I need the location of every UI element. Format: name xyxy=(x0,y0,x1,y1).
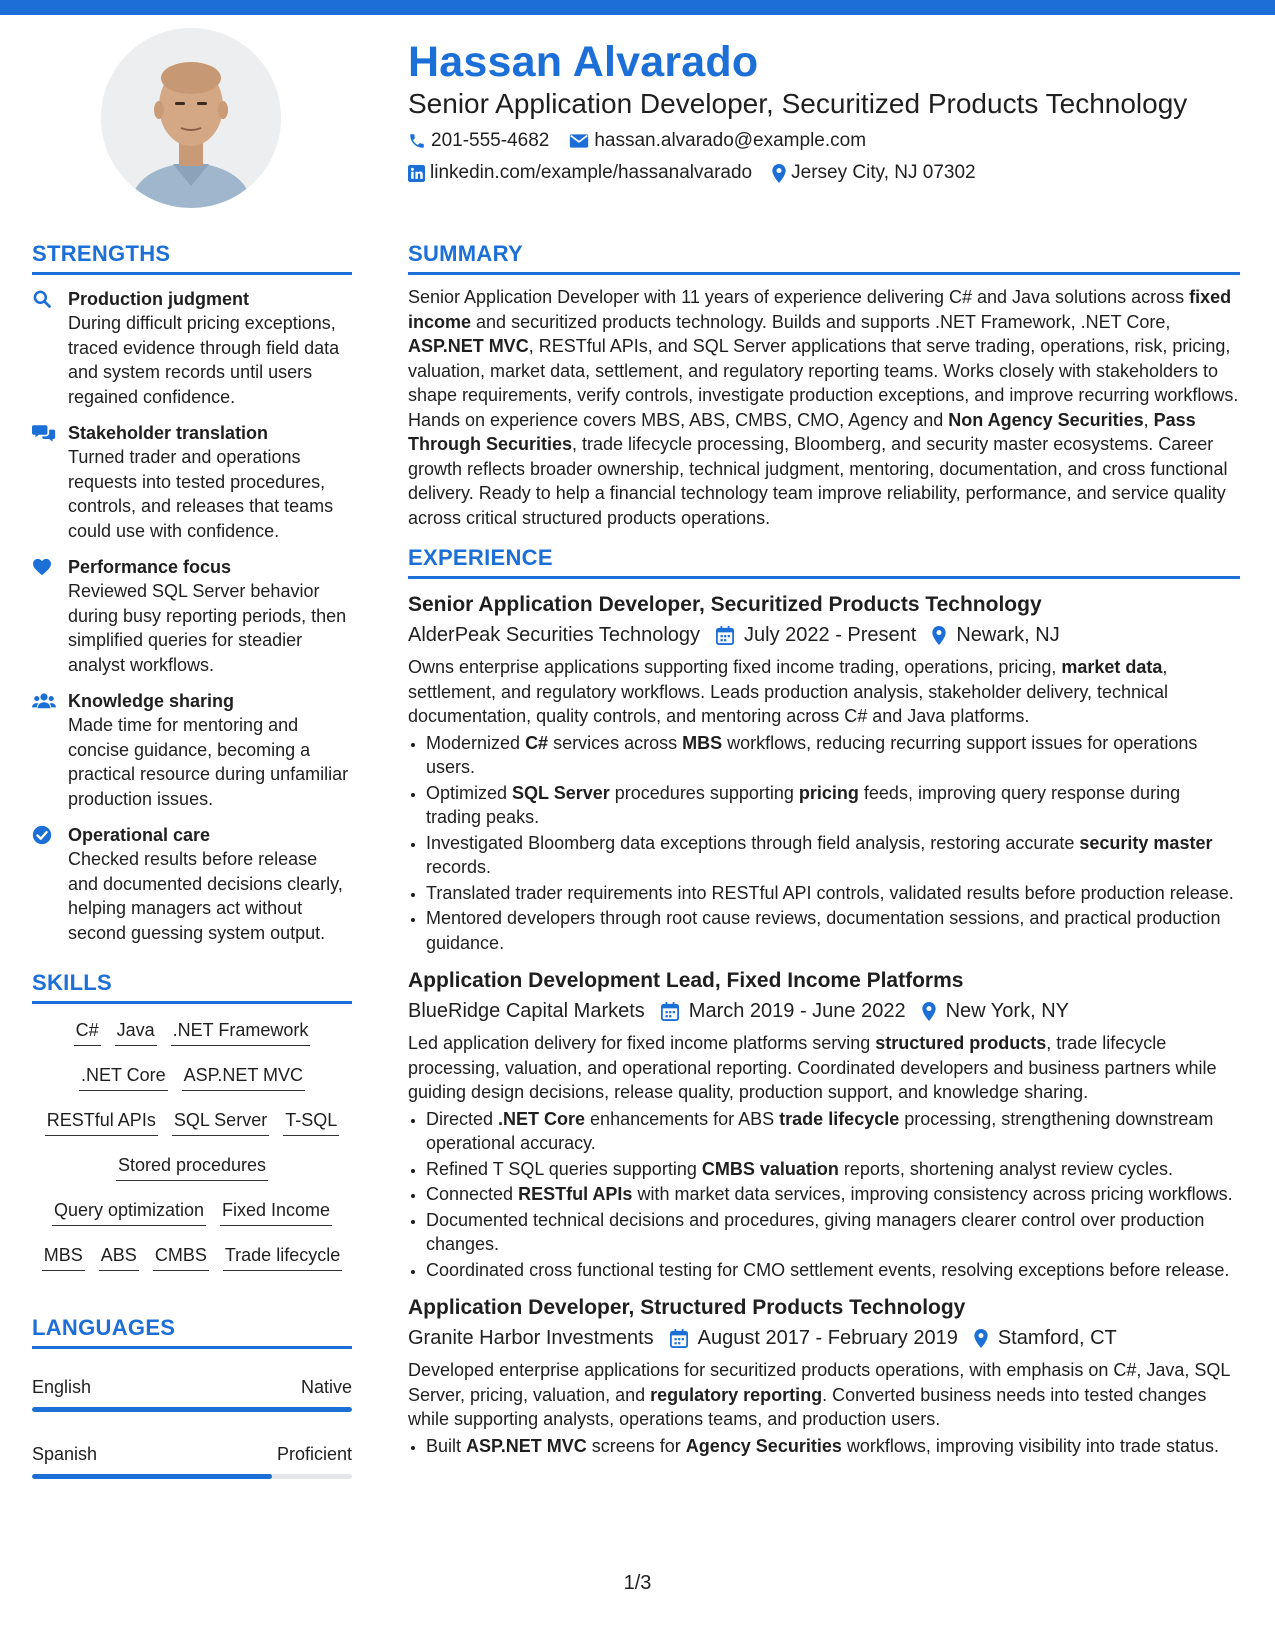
skill-tag: Fixed Income xyxy=(220,1198,332,1226)
language-bar xyxy=(32,1407,352,1412)
job-bullet: • Optimized SQL Server procedures supporting pricing feeds, improving query response during trading peaks. xyxy=(426,781,1240,830)
job-company: BlueRidge Capital Markets xyxy=(408,1000,645,1022)
job-meta xyxy=(408,1324,1240,1352)
language-name: English xyxy=(32,1377,92,1397)
strength-title: Knowledge sharing xyxy=(68,691,235,711)
skill-tag: CMBS xyxy=(153,1243,209,1271)
strength-item xyxy=(32,287,352,409)
language-item xyxy=(32,1442,352,1479)
skill-row xyxy=(32,1243,352,1288)
language-level: Native xyxy=(300,1377,352,1397)
summary-text: Senior Application Developer with 11 years of experience delivering C# and Java solutions across fixed income and securitized products technology. Builds and supports .NET Framework, .NET Core, ASP.NET MVC, RESTful APIs, and SQL Server applications that serve trading, operations, risk, pricing, valuation, market data, settlement, and regulatory reporting teams. Works closely with stakeholders to shape requirements, verify controls, investigate production exceptions, and improve recurring workflows. Hands on experience covers MBS, ABS, CMBS, CMO, Agency and Non Agency Securities, Pass Through Securities, trade lifecycle processing, Bloomberg, and security master ecosystems. Career growth reflects broader ownership, technical judgment, mentoring, documentation, and cross functional delivery. Ready to help a financial technology team improve reliability, performance, and service quality across critical structured products operations. xyxy=(408,287,1239,528)
job-bullet: • Directed .NET Core enhancements for ABS trade lifecycle processing, strengthening downstream operational accuracy. xyxy=(426,1107,1240,1156)
job-title: Application Developer, Structured Products Technology xyxy=(408,1296,966,1319)
phone-icon xyxy=(408,132,426,150)
page-footer xyxy=(0,1572,1275,1595)
strength-title: Stakeholder translation xyxy=(68,423,269,443)
job-entry xyxy=(408,1294,1240,1458)
job-dates: August 2017 - February 2019 xyxy=(697,1327,958,1349)
job-meta xyxy=(408,997,1240,1025)
map-pin-icon xyxy=(974,1329,988,1348)
heart-icon xyxy=(32,558,52,576)
job-company: Granite Harbor Investments xyxy=(408,1327,654,1349)
strength-title: Operational care xyxy=(68,825,211,845)
profile-photo-illustration xyxy=(101,28,281,208)
skill-row xyxy=(32,1198,352,1243)
linkedin-text: linkedin.com/example/hassanalvarado xyxy=(430,162,753,184)
language-bar-fill xyxy=(32,1407,352,1412)
strength-item xyxy=(32,421,352,543)
contact-location xyxy=(772,161,975,185)
job-location-wrap xyxy=(932,621,1059,649)
top-accent-bar xyxy=(0,0,1275,15)
phone-text: 201-555-4682 xyxy=(431,130,550,152)
skill-row xyxy=(32,1153,352,1198)
users-icon xyxy=(32,692,56,710)
skill-tag: Query optimization xyxy=(52,1198,206,1226)
resume-header xyxy=(408,38,1248,185)
job-dates-wrap xyxy=(661,997,906,1025)
strength-desc: During difficult pricing exceptions, traced evidence through field data and system records until users regained confidence. xyxy=(68,313,340,407)
languages-heading: LANGUAGES xyxy=(32,1314,352,1349)
language-bar xyxy=(32,1474,352,1479)
contact-row-2 xyxy=(408,161,1248,185)
strength-item xyxy=(32,689,352,811)
profile-photo xyxy=(101,28,281,208)
job-title: Application Development Lead, Fixed Income Platforms xyxy=(408,969,964,992)
language-name: Spanish xyxy=(32,1444,98,1464)
job-bullet: • Mentored developers through root cause reviews, documentation sessions, and practical production guidance. xyxy=(426,906,1240,955)
skill-tag: ABS xyxy=(99,1243,139,1271)
job-description: Developed enterprise applications for securitized products operations, with emphasis on C#, Java, SQL Server, pricing, valuation, and regulatory reporting. Converted business needs into tested changes while supporting analysts, operations teams, and production users. xyxy=(408,1360,1230,1429)
job-description: Owns enterprise applications supporting fixed income trading, operations, pricing, market data, settlement, and regulatory workflows. Leads production analysis, stakeholder delivery, technical documentation, quality controls, and mentoring across C# and Java platforms. xyxy=(408,657,1169,726)
job-description: Led application delivery for fixed income platforms serving structured products, trade lifecycle processing, valuation, and operational reporting. Coordinated developers and business partners while guiding design decisions, release quality, production support, and knowledge sharing. xyxy=(408,1033,1217,1102)
strengths-heading: STRENGTHS xyxy=(32,240,352,275)
strength-desc: Turned trader and operations requests into tested procedures, controls, and releases that teams could use with confidence. xyxy=(68,447,334,541)
job-bullet: • Documented technical decisions and procedures, giving managers clearer control over production changes. xyxy=(426,1208,1240,1257)
job-bullet: • Translated trader requirements into RESTful API controls, validated results before production release. xyxy=(426,881,1240,906)
skill-tag: ASP.NET MVC xyxy=(182,1063,305,1091)
language-item xyxy=(32,1375,352,1412)
strength-item xyxy=(32,555,352,677)
candidate-name: Hassan Alvarado xyxy=(408,38,759,86)
language-level: Proficient xyxy=(276,1444,352,1464)
contact-row-1 xyxy=(408,129,1248,153)
left-column xyxy=(32,240,352,1479)
contact-email[interactable] xyxy=(569,129,866,153)
job-location: New York, NY xyxy=(945,1000,1069,1022)
job-entry xyxy=(408,967,1240,1282)
language-bar-fill xyxy=(32,1474,272,1479)
strength-title: Production judgment xyxy=(68,289,249,309)
contact-phone[interactable] xyxy=(408,129,549,153)
job-bullet: • Refined T SQL queries supporting CMBS valuation reports, shortening analyst review cycles. xyxy=(426,1157,1240,1182)
map-pin-icon xyxy=(922,1002,936,1021)
skills-list xyxy=(32,1018,352,1288)
job-bullet: • Connected RESTful APIs with market data services, improving consistency across pricing workflows. xyxy=(426,1182,1240,1207)
skill-row xyxy=(32,1108,352,1153)
contact-linkedin[interactable] xyxy=(408,161,752,185)
search-icon xyxy=(32,289,52,309)
job-title: Senior Application Developer, Securitized Products Technology xyxy=(408,593,1042,616)
job-company: AlderPeak Securities Technology xyxy=(408,624,701,646)
job-bullet: • Modernized C# services across MBS workflows, reducing recurring support issues for operations users. xyxy=(426,731,1240,780)
job-location-wrap xyxy=(922,997,1069,1025)
page-number: 1/3 xyxy=(623,1572,652,1594)
strength-desc: Checked results before release and documented decisions clearly, helping managers act without second guessing system output. xyxy=(68,849,343,943)
skill-tag: RESTful APIs xyxy=(45,1108,158,1136)
job-bullet: • Coordinated cross functional testing for CMO settlement events, resolving exceptions before release. xyxy=(426,1258,1240,1283)
job-location: Stamford, CT xyxy=(997,1327,1117,1349)
envelope-icon xyxy=(569,133,589,149)
strength-desc: Reviewed SQL Server behavior during busy reporting periods, then simplified queries for steadier analyst workflows. xyxy=(68,581,347,675)
job-location-wrap xyxy=(974,1324,1117,1352)
skills-heading: SKILLS xyxy=(32,969,352,1004)
job-dates-wrap xyxy=(670,1324,958,1352)
languages-list xyxy=(32,1375,352,1479)
job-meta xyxy=(408,621,1240,649)
check-circle-icon xyxy=(32,825,52,845)
summary-heading: SUMMARY xyxy=(408,240,1240,275)
strength-desc: Made time for mentoring and concise guidance, becoming a practical resource during unfamiliar production issues. xyxy=(68,715,349,809)
job-bullet: • Built ASP.NET MVC screens for Agency Securities workflows, improving visibility into trade status. xyxy=(426,1434,1240,1459)
skill-tag: Java xyxy=(115,1018,157,1046)
skill-tag: T-SQL xyxy=(283,1108,339,1136)
calendar-icon xyxy=(716,626,734,645)
map-pin-icon xyxy=(932,626,946,645)
job-bullets xyxy=(408,731,1240,956)
linkedin-icon xyxy=(408,165,425,182)
strength-item xyxy=(32,823,352,945)
location-text: Jersey City, NJ 07302 xyxy=(791,162,976,184)
calendar-icon xyxy=(661,1002,679,1021)
job-bullets xyxy=(408,1107,1240,1283)
skill-tag: .NET Core xyxy=(79,1063,168,1091)
job-dates-wrap xyxy=(716,621,916,649)
strength-title: Performance focus xyxy=(68,557,232,577)
skill-tag: Trade lifecycle xyxy=(223,1243,342,1271)
email-text: hassan.alvarado@example.com xyxy=(594,130,867,152)
skill-tag: Stored procedures xyxy=(116,1153,268,1181)
job-dates: March 2019 - June 2022 xyxy=(688,1000,906,1022)
skill-tag: MBS xyxy=(42,1243,85,1271)
right-column xyxy=(408,240,1240,1459)
skill-tag: .NET Framework xyxy=(171,1018,311,1046)
skill-row xyxy=(32,1063,352,1108)
job-bullets xyxy=(408,1434,1240,1459)
candidate-headline: Senior Application Developer, Securitized Products Technology xyxy=(408,88,1188,120)
skill-tag: C# xyxy=(74,1018,101,1046)
map-pin-icon xyxy=(772,164,786,183)
job-location: Newark, NJ xyxy=(956,624,1060,646)
calendar-icon xyxy=(670,1329,688,1348)
job-entry xyxy=(408,591,1240,955)
chat-icon xyxy=(32,423,56,443)
skill-tag: SQL Server xyxy=(172,1108,269,1136)
experience-heading: EXPERIENCE xyxy=(408,544,1240,579)
skill-row xyxy=(32,1018,352,1063)
job-bullet: • Investigated Bloomberg data exceptions through field analysis, restoring accurate security master records. xyxy=(426,831,1240,880)
job-dates: July 2022 - Present xyxy=(744,624,917,646)
